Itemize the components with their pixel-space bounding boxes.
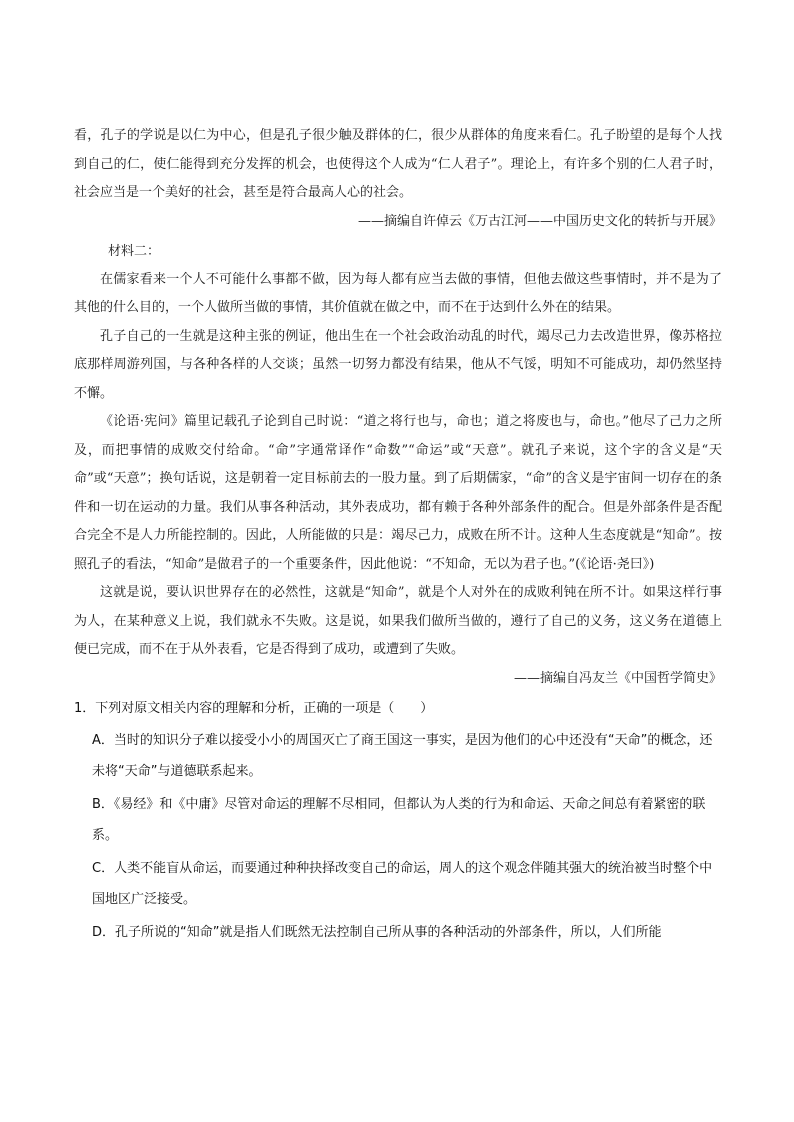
source-citation-two: ——摘编自冯友兰《中国哲学简史》 — [513, 670, 722, 686]
question-title: 1．下列对原文相关内容的理解和分析，正确的一项是（ ） — [74, 700, 434, 716]
material-two-paragraph: 在儒家看来一个人不可能什么事都不做，因为每人都有应当去做的事情，但他去做这些事情时，并不是为了其他的什么目的，一个人做所当做的事情，其价值就在做之中，而不在于达到什么外在的结果。 — [74, 271, 722, 315]
material-two-paragraph: 《论语·宪问》篇里记载孔子论到自己时说：“道之将行也与，命也；道之将废也与，命也。”他尽了己力之所及，而把事情的成败交付给命。“命”字通常译作“命数”“命运”或“天意”。就孔子来说，这个字的含义是“天命”或“天意”；换句话说，这是朝着一定目标前去的一股力量。到了后期儒家，“命”的含义是宇宙间一切存在的条件和一切在运动的力量。我们从事各种活动，其外表成功，都有赖于各种外部条件的配合。但是外部条件是否配合完全不是人力所能控制的。因此，人所能做的只是：竭尽己力，成败在所不计。这种人生态度就是“知命”。按照孔子的看法，“知命”是做君子的一个重要条件，因此他说：“不知命，无以为君子也。”(《论语·尧曰》) — [74, 414, 722, 572]
document-content — [74, 122, 722, 948]
material-two-paragraph: 孔子自己的一生就是这种主张的例证，他出生在一个社会政治动乱的时代，竭尽己力去改造世界，像苏格拉底那样周游列国，与各种各样的人交谈；虽然一切努力都没有结果，他从不气馁，明知不可能成功，却仍然坚持不懈。 — [74, 328, 722, 401]
question-option-b: B．《易经》和《中庸》尽管对命运的理解不尽相同，但都认为人类的行为和命运、天命之间总有着紧密的联系。 — [92, 796, 706, 843]
question-option-c: C．人类不能盲从命运，而要通过种种抉择改变自己的命运，周人的这个观念伴随其强大的统治被当时整个中国地区广泛接受。 — [92, 860, 713, 907]
question-block — [74, 695, 722, 948]
material-two-paragraph: 这就是说，要认识世界存在的必然性，这就是“知命”，就是个人对外在的成败利钝在所不计。如果这样行事为人，在某种意义上说，我们就永不失败。这是说，如果我们做所当做的，遵行了自己的义务，这义务在道德上便已完成，而不在于从外表看，它是否得到了成功，或遭到了失败。 — [74, 585, 722, 657]
source-citation-one: ——摘编自许倬云《万古江河——中国历史文化的转折与开展》 — [357, 213, 722, 229]
passage-one-tail: 看，孔子的学说是以仁为中心，但是孔子很少触及群体的仁，很少从群体的角度来看仁。孔子盼望的是每个人找到自己的仁，使仁能得到充分发挥的机会，也使得这个人成为“仁人君子”。理论上，有许多个别的仁人君子时，社会应当是一个美好的社会，甚至是符合最高人心的社会。 — [74, 128, 722, 200]
material-two-label: 材料二： — [108, 243, 161, 259]
question-option-a: A．当时的知识分子难以接受小小的周国灭亡了商王国这一事实，是因为他们的心中还没有“天命”的概念，还未将“天命”与道德联系起来。 — [92, 732, 713, 779]
question-option-d: D．孔子所说的“知命”就是指人们既然无法控制自己所从事的各种活动的外部条件，所以，人们所能 — [92, 924, 662, 940]
